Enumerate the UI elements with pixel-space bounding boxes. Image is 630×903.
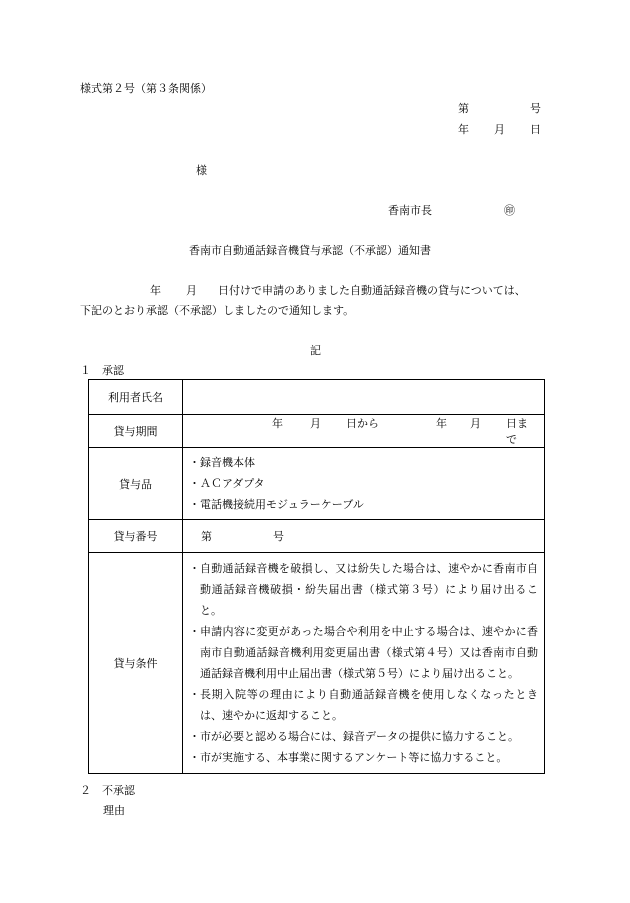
doc-number-suffix: 号 bbox=[530, 102, 541, 115]
body-month: 月 bbox=[186, 284, 197, 297]
period-value bbox=[183, 415, 545, 448]
body-year: 年 bbox=[150, 284, 161, 297]
table-row-period bbox=[89, 415, 545, 448]
table-row-conditions bbox=[89, 553, 545, 774]
section-approval: １ 承認 bbox=[80, 364, 124, 377]
period-day-from: 日から bbox=[346, 417, 379, 430]
approval-table bbox=[88, 379, 545, 774]
items-label: 貸与品 bbox=[89, 448, 183, 520]
ki-heading: 記 bbox=[310, 344, 321, 357]
items-value bbox=[183, 448, 545, 520]
number-suffix: 号 bbox=[273, 530, 284, 543]
list-item: ・電話機接続用モジュラーケーブル bbox=[189, 498, 364, 511]
period-day-to: 日まで bbox=[506, 417, 528, 446]
body-line-2: 下記のとおり承認（不承認）しましたので通知します。 bbox=[80, 304, 355, 317]
table-row-items bbox=[89, 448, 545, 520]
list-item: ・録音機本体 bbox=[189, 456, 255, 469]
section-disapproval: ２ 不承認 bbox=[80, 784, 135, 797]
period-year-1: 年 bbox=[272, 417, 283, 430]
period-label: 貸与期間 bbox=[89, 415, 183, 448]
number-prefix: 第 bbox=[201, 530, 212, 543]
form-reference: 様式第２号（第３条関係） bbox=[80, 82, 212, 95]
user-name-value bbox=[183, 380, 545, 415]
condition-item: ・ 市が必要と認める場合には、録音データの提供に協力すること。 bbox=[189, 730, 519, 743]
period-year-2: 年 bbox=[436, 417, 447, 430]
doc-date-year: 年 bbox=[458, 123, 469, 136]
body-line-1: 日付けで申請のありました自動通話録音機の貸与については、 bbox=[218, 284, 526, 297]
doc-number-prefix: 第 bbox=[458, 102, 469, 115]
doc-date-day: 日 bbox=[530, 123, 541, 136]
condition-item: ・ 申請内容に変更があった場合や利用を中止する場合は、速やかに香南市自動通話録音機利用変更届出書（様式第４号）又は香南市自動通話録音機利用中止届出書（様式第５号）により届け出ること。 bbox=[189, 625, 538, 680]
table-row-number bbox=[89, 520, 545, 553]
period-month-2: 月 bbox=[470, 417, 481, 430]
period-month-1: 月 bbox=[310, 417, 321, 430]
condition-item: ・ 自動通話録音機を破損し、又は紛失した場合は、速やかに香南市自動通話録音機破損・紛失届出書（様式第３号）により届け出ること。 bbox=[189, 562, 538, 617]
doc-date-month: 月 bbox=[494, 123, 505, 136]
list-item: ・ＡＣアダプタ bbox=[189, 477, 265, 490]
conditions-label: 貸与条件 bbox=[89, 553, 183, 774]
number-label: 貸与番号 bbox=[89, 520, 183, 553]
condition-item: ・ 長期入院等の理由により自動通話録音機を使用しなくなったときは、速やかに返却すること。 bbox=[189, 688, 538, 722]
seal-mark: ㊞ bbox=[504, 204, 515, 217]
document-title: 香南市自動通話録音機貸与承認（不承認）通知書 bbox=[189, 244, 431, 257]
reason-label: 理由 bbox=[103, 804, 125, 817]
condition-item: ・ 市が実施する、本事業に関するアンケート等に協力すること。 bbox=[189, 751, 508, 764]
addressee-suffix: 様 bbox=[196, 164, 207, 177]
conditions-value bbox=[183, 553, 545, 774]
number-value bbox=[183, 520, 545, 553]
issuer: 香南市長 bbox=[388, 204, 432, 217]
user-name-label: 利用者氏名 bbox=[89, 380, 183, 415]
table-row-user bbox=[89, 380, 545, 415]
